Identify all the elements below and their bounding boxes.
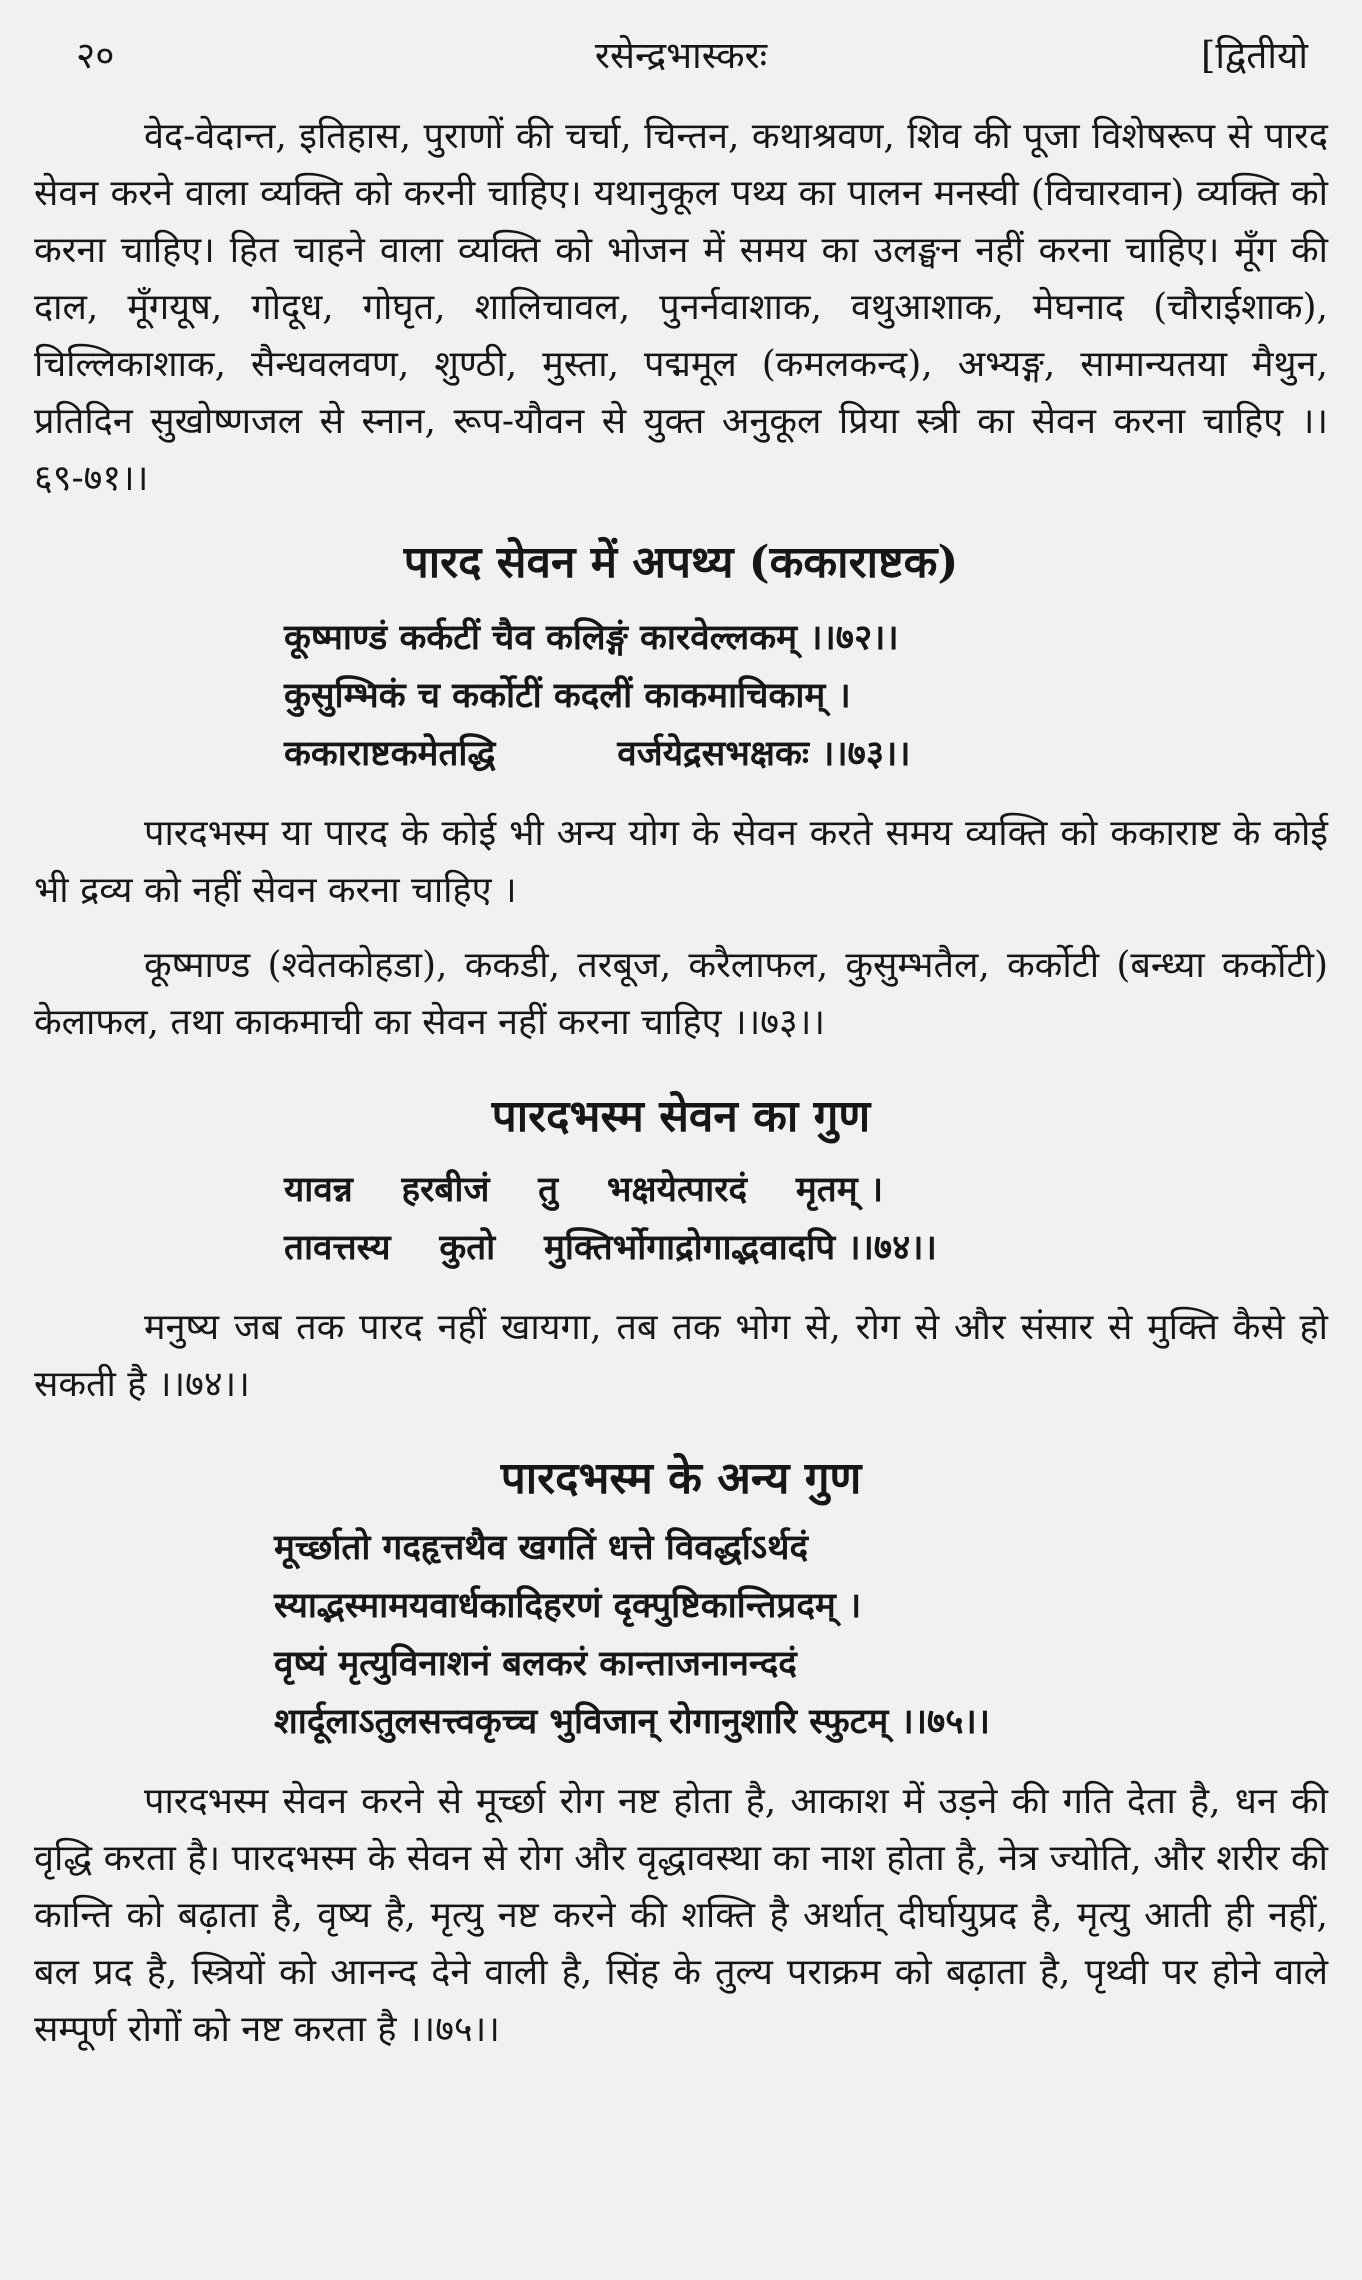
verse-74 (34, 1161, 1328, 1277)
verse-line: वृष्यं मृत्युविनाशनं बलकरं कान्ताजनानन्ददं (274, 1643, 797, 1684)
verse-line: ककाराष्टकमेतद्धि वर्जयेद्रसभक्षकः ।।७३।। (284, 733, 911, 774)
verse-line: तावत्तस्य कुतो मुक्तिर्भोगाद्रोगाद्भवादपि ।।७४।। (284, 1227, 937, 1268)
section-heading-apathya: पारद सेवन में अपथ्य (ककाराष्टक) (403, 537, 959, 588)
explanation-paragraph: पारदभस्म या पारद के कोई भी अन्य योग के सेवन करते समय व्यक्ति को ककाराष्ट के कोई भी द्रव्य को नहीं सेवन करना चाहिए । (34, 813, 1328, 911)
explanation-paragraph: मनुष्य जब तक पारद नहीं खायगा, तब तक भोग से, रोग से और संसार से मुक्ति कैसे हो सकती है ।।७४।। (34, 1307, 1328, 1405)
explanation-paragraph: पारदभस्म सेवन करने से मूर्च्छा रोग नष्ट होता है, आकाश में उड़ने की गति देता है, धन की वृद्धि करता है। पारदभस्म के सेवन से रोग और वृद्धावस्था का नाश होता है, नेत्र ज्योति, और शरीर की कान्ति को बढ़ाता है, वृष्य है, मृत्यु नष्ट करने की शक्ति है अर्थात् दीर्घायुप्रद है, मृत्यु आती ही नहीं, बल प्रद है, स्त्रियों को आनन्द देने वाली है, सिंह के तुल्य पराक्रम को बढ़ाता है, पृथ्वी पर होने वाले सम्पूर्ण रोगों को नष्ट करता है ।।७५।। (34, 1781, 1328, 2050)
page-number: २० (76, 34, 115, 77)
intro-paragraph: वेद-वेदान्त, इतिहास, पुराणों की चर्चा, चिन्तन, कथाश्रवण, शिव की पूजा विशेषरूप से पारद सेवन करने वाला व्यक्ति को करनी चाहिए। यथानुकूल पथ्य का पालन मनस्वी (विचारवान) व्यक्ति को करना चाहिए। हित चाहने वाला व्यक्ति को भोजन में समय का उलङ्घन नहीं करना चाहिए। मूँग की दाल, मूँगयूष, गोदूध, गोघृत, शालिचावल, पुनर्नवाशाक, वथुआशाक, मेघनाद (चौराईशाक), चिल्लिकाशाक, सैन्धवलवण, शुण्ठी, मुस्ता, पद्ममूल (कमलकन्द), अभ्यङ्ग, सामान्यतया मैथुन, प्रतिदिन सुखोष्णजल से स्नान, रूप-यौवन से युक्त अनुकूल प्रिया स्त्री का सेवन करना चाहिए ।।६९-७१।। (34, 116, 1328, 499)
verse-75 (34, 1519, 1328, 1751)
explanation-paragraph: कूष्माण्ड (श्वेतकोहडा), ककडी, तरबूज, करैलाफल, कुसुम्भतैल, कर्कोटी (बन्ध्या कर्कोटी) केलाफल, तथा काकमाची का सेवन नहीं करना चाहिए ।।७३।। (34, 945, 1328, 1043)
book-title: रसेन्द्रभास्करः (594, 34, 768, 77)
part-label: [द्वितीयो (1200, 34, 1308, 77)
section-heading-anya-guna: पारदभस्म के अन्य गुण (500, 1453, 862, 1504)
verse-line: कुसुम्भिकं च कर्कोटीं कदलीं काकमाचिकाम् । (284, 675, 851, 716)
verse-line: स्याद्भस्मामयवार्धकादिहरणं दृक्पुष्टिकान्तिप्रदम् । (274, 1585, 862, 1626)
verse-72-73 (34, 609, 1328, 783)
verse-line: शार्दूलाऽतुलसत्त्वकृच्च भुविजान् रोगानुशारि स्फुटम् ।।७५।। (274, 1701, 990, 1742)
page-header (34, 0, 1328, 108)
section-heading-guna: पारदभस्म सेवन का गुण (491, 1091, 871, 1142)
verse-line: मूर्च्छातो गदहृत्तथैव खगतिं धत्ते विवर्द्धाऽर्थदं (274, 1527, 809, 1568)
verse-line: कूष्माण्डं कर्कटीं चैव कलिङ्गं कारवेल्लकम् ।।७२।। (284, 617, 899, 658)
verse-line: यावन्न हरबीजं तु भक्षयेत्पारदं मृतम् । (284, 1169, 884, 1210)
